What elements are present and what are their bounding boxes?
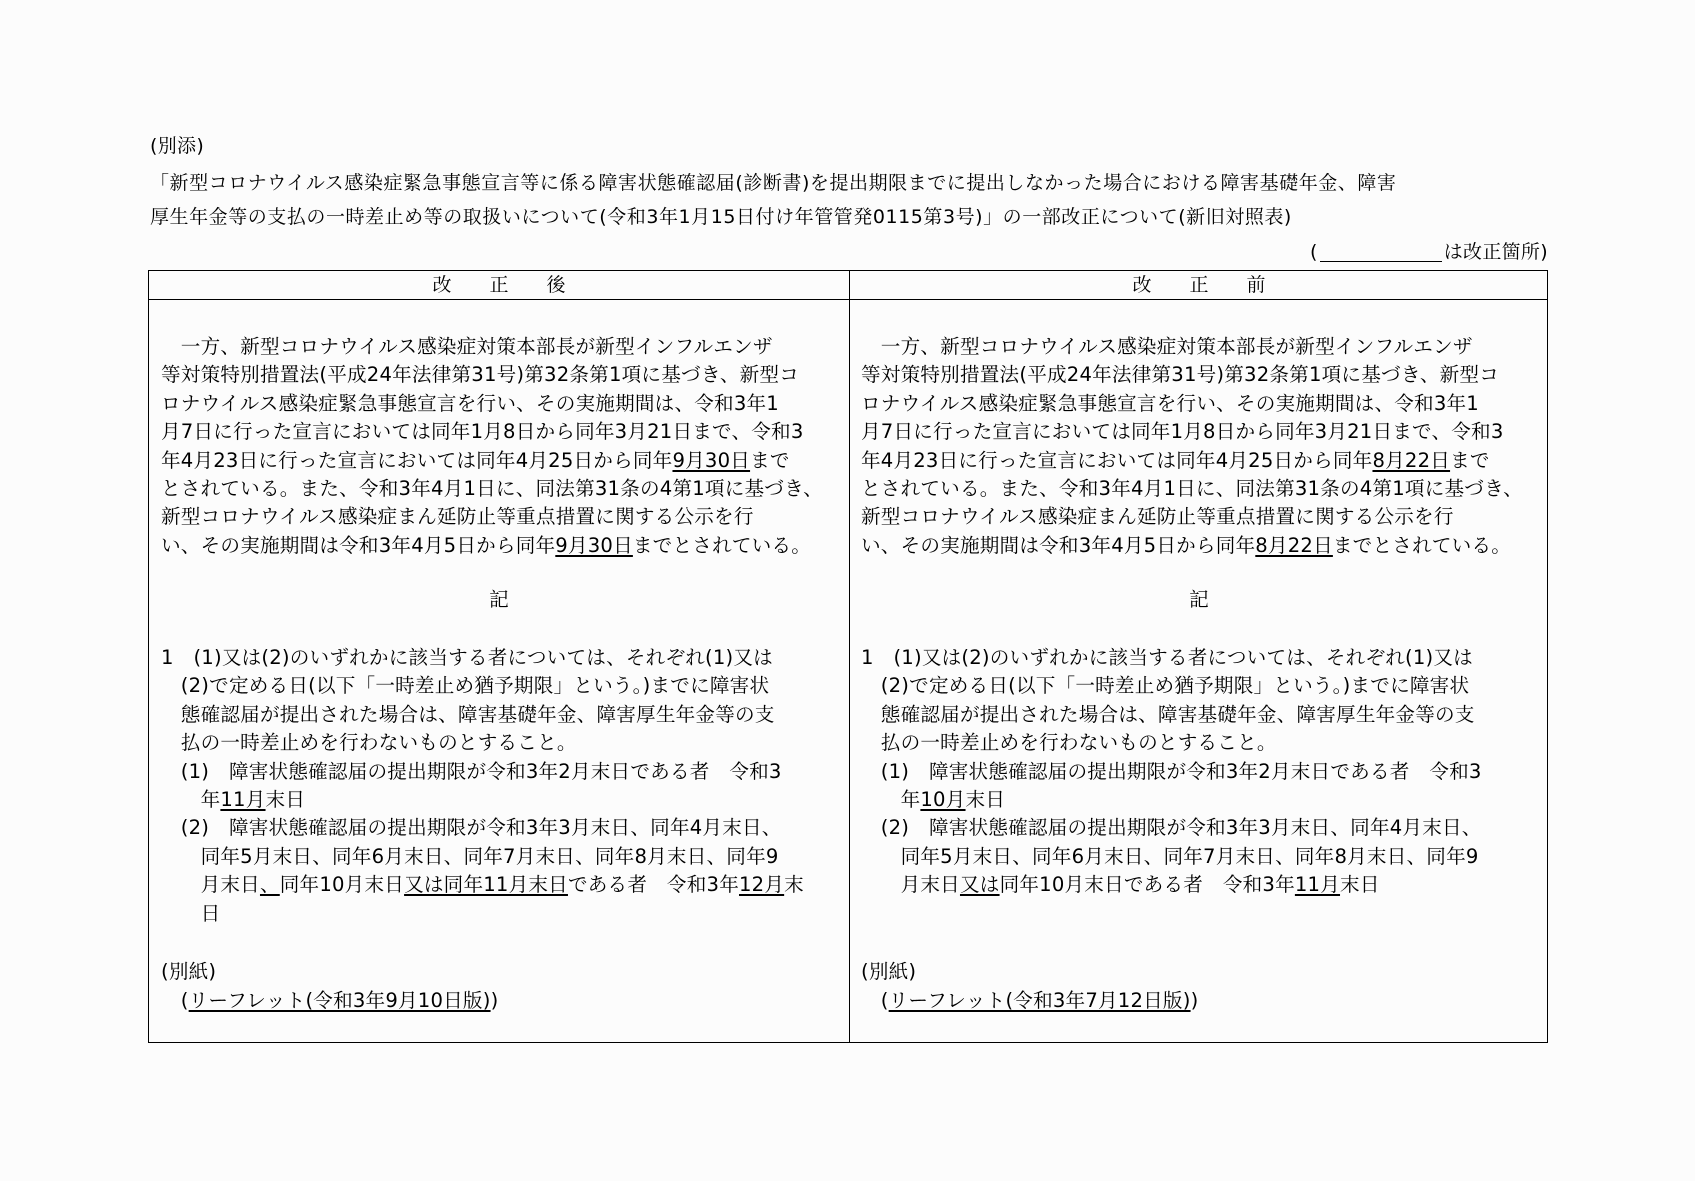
- text-line: [161, 450, 790, 472]
- text-segment: まで: [1450, 448, 1490, 472]
- text-line: [161, 675, 769, 697]
- text-segment: い、その実施期間は令和3年4月5日から同年: [861, 533, 1256, 557]
- revised-text: 11月: [1294, 873, 1341, 897]
- revised-text: 又は同年11月末日: [404, 873, 568, 897]
- text-segment: とされている。また、令和3年4月1日に、同法第31条の4第1項に基づき、: [861, 477, 1523, 500]
- text-segment: 年4月23日に行った宣言においては同年4月25日から同年: [861, 448, 1373, 472]
- text-segment: (: [161, 989, 189, 1012]
- document-title-line-2: 厚生年金等の支払の一時差止め等の取扱いについて(令和3年1月15日付け年管管発0115第3号)」の一部改正について(新旧対照表): [150, 206, 1292, 228]
- text-segment: 新型コロナウイルス感染症まん延防止等重点措置に関する公示を行: [161, 505, 754, 529]
- annex-label: (別紙): [161, 960, 217, 983]
- revision-legend: [1310, 242, 1548, 262]
- text-line: [161, 704, 775, 726]
- revised-text: 9月30日: [672, 448, 751, 472]
- text-segment: 態確認届が提出された場合は、障害基礎年金、障害厚生年金等の支: [861, 702, 1475, 726]
- text-line: [861, 817, 1482, 839]
- text-segment: (2) 障害状態確認届の提出期限が令和3年3月末日、同年4月末日、: [861, 816, 1482, 840]
- text-line: [161, 506, 754, 528]
- text-line: [861, 421, 1504, 443]
- text-line: [161, 846, 779, 868]
- legend-text: は改正箇所): [1443, 241, 1548, 263]
- text-segment: までとされている。: [632, 533, 812, 557]
- text-line: [861, 990, 1198, 1012]
- text-segment: ): [490, 989, 499, 1012]
- text-segment: 月7日に行った宣言においては同年1月8日から同年3月21日まで、令和3: [161, 420, 804, 444]
- text-segment: 払の一時差止めを行わないものとすること。: [861, 731, 1277, 755]
- revised-text: 9月30日: [555, 533, 633, 557]
- text-line: [161, 647, 773, 669]
- text-segment: (2)で定める日(以下「一時差止め猶予期限」という。)までに障害状: [161, 674, 770, 698]
- document-title-line-1: 「新型コロナウイルス感染症緊急事態宣言等に係る障害状態確認届(診断書)を提出期限までに提出しなかった場合における障害基礎年金、障害: [150, 172, 1397, 194]
- text-segment: 一方、新型コロナウイルス感染症対策本部長が新型インフルエンザ: [861, 335, 1473, 358]
- text-segment: までとされている。: [1332, 533, 1512, 557]
- revised-text: 8月22日: [1372, 448, 1451, 472]
- text-line: [161, 535, 811, 557]
- ki-heading: 記: [489, 588, 509, 611]
- legend-open-paren: (: [1310, 241, 1318, 263]
- text-segment: (: [861, 989, 889, 1012]
- text-line: [161, 761, 782, 783]
- text-line: [161, 789, 305, 811]
- revised-text: 12月: [739, 873, 785, 897]
- text-segment: 等対策特別措置法(平成24年法律第31号)第32条第1項に基づき、新型コ: [861, 363, 1499, 387]
- text-line: [861, 675, 1469, 697]
- text-segment: とされている。また、令和3年4月1日に、同法第31条の4第1項に基づき、: [161, 477, 823, 500]
- text-segment: まで: [750, 448, 790, 472]
- text-line: [161, 817, 782, 839]
- text-line: [161, 478, 823, 500]
- text-segment: 同年5月末日、同年6月末日、同年7月末日、同年8月末日、同年9: [861, 844, 1479, 868]
- text-segment: 1 (1)又は(2)のいずれかに該当する者については、それぞれ(1)又は: [161, 646, 773, 669]
- text-segment: 年: [161, 788, 221, 811]
- text-line: [861, 874, 1380, 896]
- text-segment: 新型コロナウイルス感染症まん延防止等重点措置に関する公示を行: [861, 505, 1454, 529]
- legend-underline-sample: [1320, 243, 1442, 262]
- text-segment: い、その実施期間は令和3年4月5日から同年: [161, 533, 556, 557]
- text-line: [861, 535, 1511, 557]
- text-line: [161, 364, 799, 386]
- text-line: [861, 506, 1454, 528]
- revised-text: 10月: [920, 788, 966, 811]
- text-segment: 月7日に行った宣言においては同年1月8日から同年3月21日まで、令和3: [861, 420, 1504, 444]
- text-segment: 年: [861, 788, 921, 811]
- text-line: [861, 364, 1499, 386]
- text-line: [161, 393, 779, 415]
- text-segment: 等対策特別措置法(平成24年法律第31号)第32条第1項に基づき、新型コ: [161, 363, 799, 387]
- text-line: [161, 421, 804, 443]
- revised-text: 又は: [959, 873, 1000, 897]
- ki-heading: 記: [1189, 588, 1209, 611]
- column-heading-before: 改正前: [1132, 274, 1304, 296]
- revised-text: 、: [259, 873, 280, 897]
- column-heading-after: 改正後: [432, 274, 604, 296]
- text-line: [861, 846, 1479, 868]
- text-segment: (2)で定める日(以下「一時差止め猶予期限」という。)までに障害状: [861, 674, 1470, 698]
- text-segment: 月末日: [161, 873, 260, 897]
- comparison-table: [148, 270, 1548, 1043]
- text-line: [861, 478, 1523, 500]
- text-line: [161, 732, 577, 754]
- text-line: [861, 393, 1479, 415]
- text-segment: 同年10月末日である者 令和3年: [999, 873, 1295, 897]
- text-segment: 年4月23日に行った宣言においては同年4月25日から同年: [161, 448, 673, 472]
- text-line: [861, 336, 1473, 358]
- revised-text: 8月22日: [1255, 533, 1333, 557]
- text-segment: 末日: [1340, 873, 1380, 897]
- text-segment: ロナウイルス感染症緊急事態宣言を行い、その実施期間は、令和3年1: [861, 391, 1479, 415]
- text-segment: 態確認届が提出された場合は、障害基礎年金、障害厚生年金等の支: [161, 702, 775, 726]
- text-line: [161, 903, 220, 925]
- text-segment: (1) 障害状態確認届の提出期限が令和3年2月末日である者 令和3: [161, 759, 782, 783]
- text-segment: 月末日: [861, 873, 960, 897]
- revised-text: 11月: [220, 788, 266, 811]
- text-segment: 末: [784, 873, 804, 897]
- text-line: [861, 704, 1475, 726]
- text-segment: 同年10月末日: [279, 873, 405, 897]
- text-segment: 日: [161, 901, 221, 925]
- column-after-revision: [149, 271, 849, 1042]
- text-line: [161, 336, 773, 358]
- text-segment: 1 (1)又は(2)のいずれかに該当する者については、それぞれ(1)又は: [861, 646, 1473, 669]
- text-segment: である者 令和3年: [567, 873, 739, 897]
- column-before-revision: [849, 271, 1549, 1042]
- text-segment: 同年5月末日、同年6月末日、同年7月末日、同年8月末日、同年9: [161, 844, 779, 868]
- text-line: [861, 450, 1490, 472]
- text-segment: (2) 障害状態確認届の提出期限が令和3年3月末日、同年4月末日、: [161, 816, 782, 840]
- annex-label: (別紙): [861, 960, 917, 983]
- revised-text: リーフレット(令和3年7月12日版): [888, 989, 1191, 1012]
- text-segment: 末日: [965, 788, 1006, 811]
- text-line: [861, 789, 1005, 811]
- text-line: [161, 874, 804, 896]
- text-segment: ロナウイルス感染症緊急事態宣言を行い、その実施期間は、令和3年1: [161, 391, 779, 415]
- text-segment: ): [1190, 989, 1199, 1012]
- text-segment: 末日: [265, 788, 306, 811]
- text-line: [861, 647, 1473, 669]
- text-line: [861, 761, 1482, 783]
- text-line: [161, 990, 498, 1012]
- text-line: [861, 732, 1277, 754]
- text-segment: 払の一時差止めを行わないものとすること。: [161, 731, 577, 755]
- text-segment: 一方、新型コロナウイルス感染症対策本部長が新型インフルエンザ: [161, 335, 773, 358]
- attachment-label: (別添): [150, 135, 205, 157]
- revised-text: リーフレット(令和3年9月10日版): [188, 989, 491, 1012]
- text-segment: (1) 障害状態確認届の提出期限が令和3年2月末日である者 令和3: [861, 759, 1482, 783]
